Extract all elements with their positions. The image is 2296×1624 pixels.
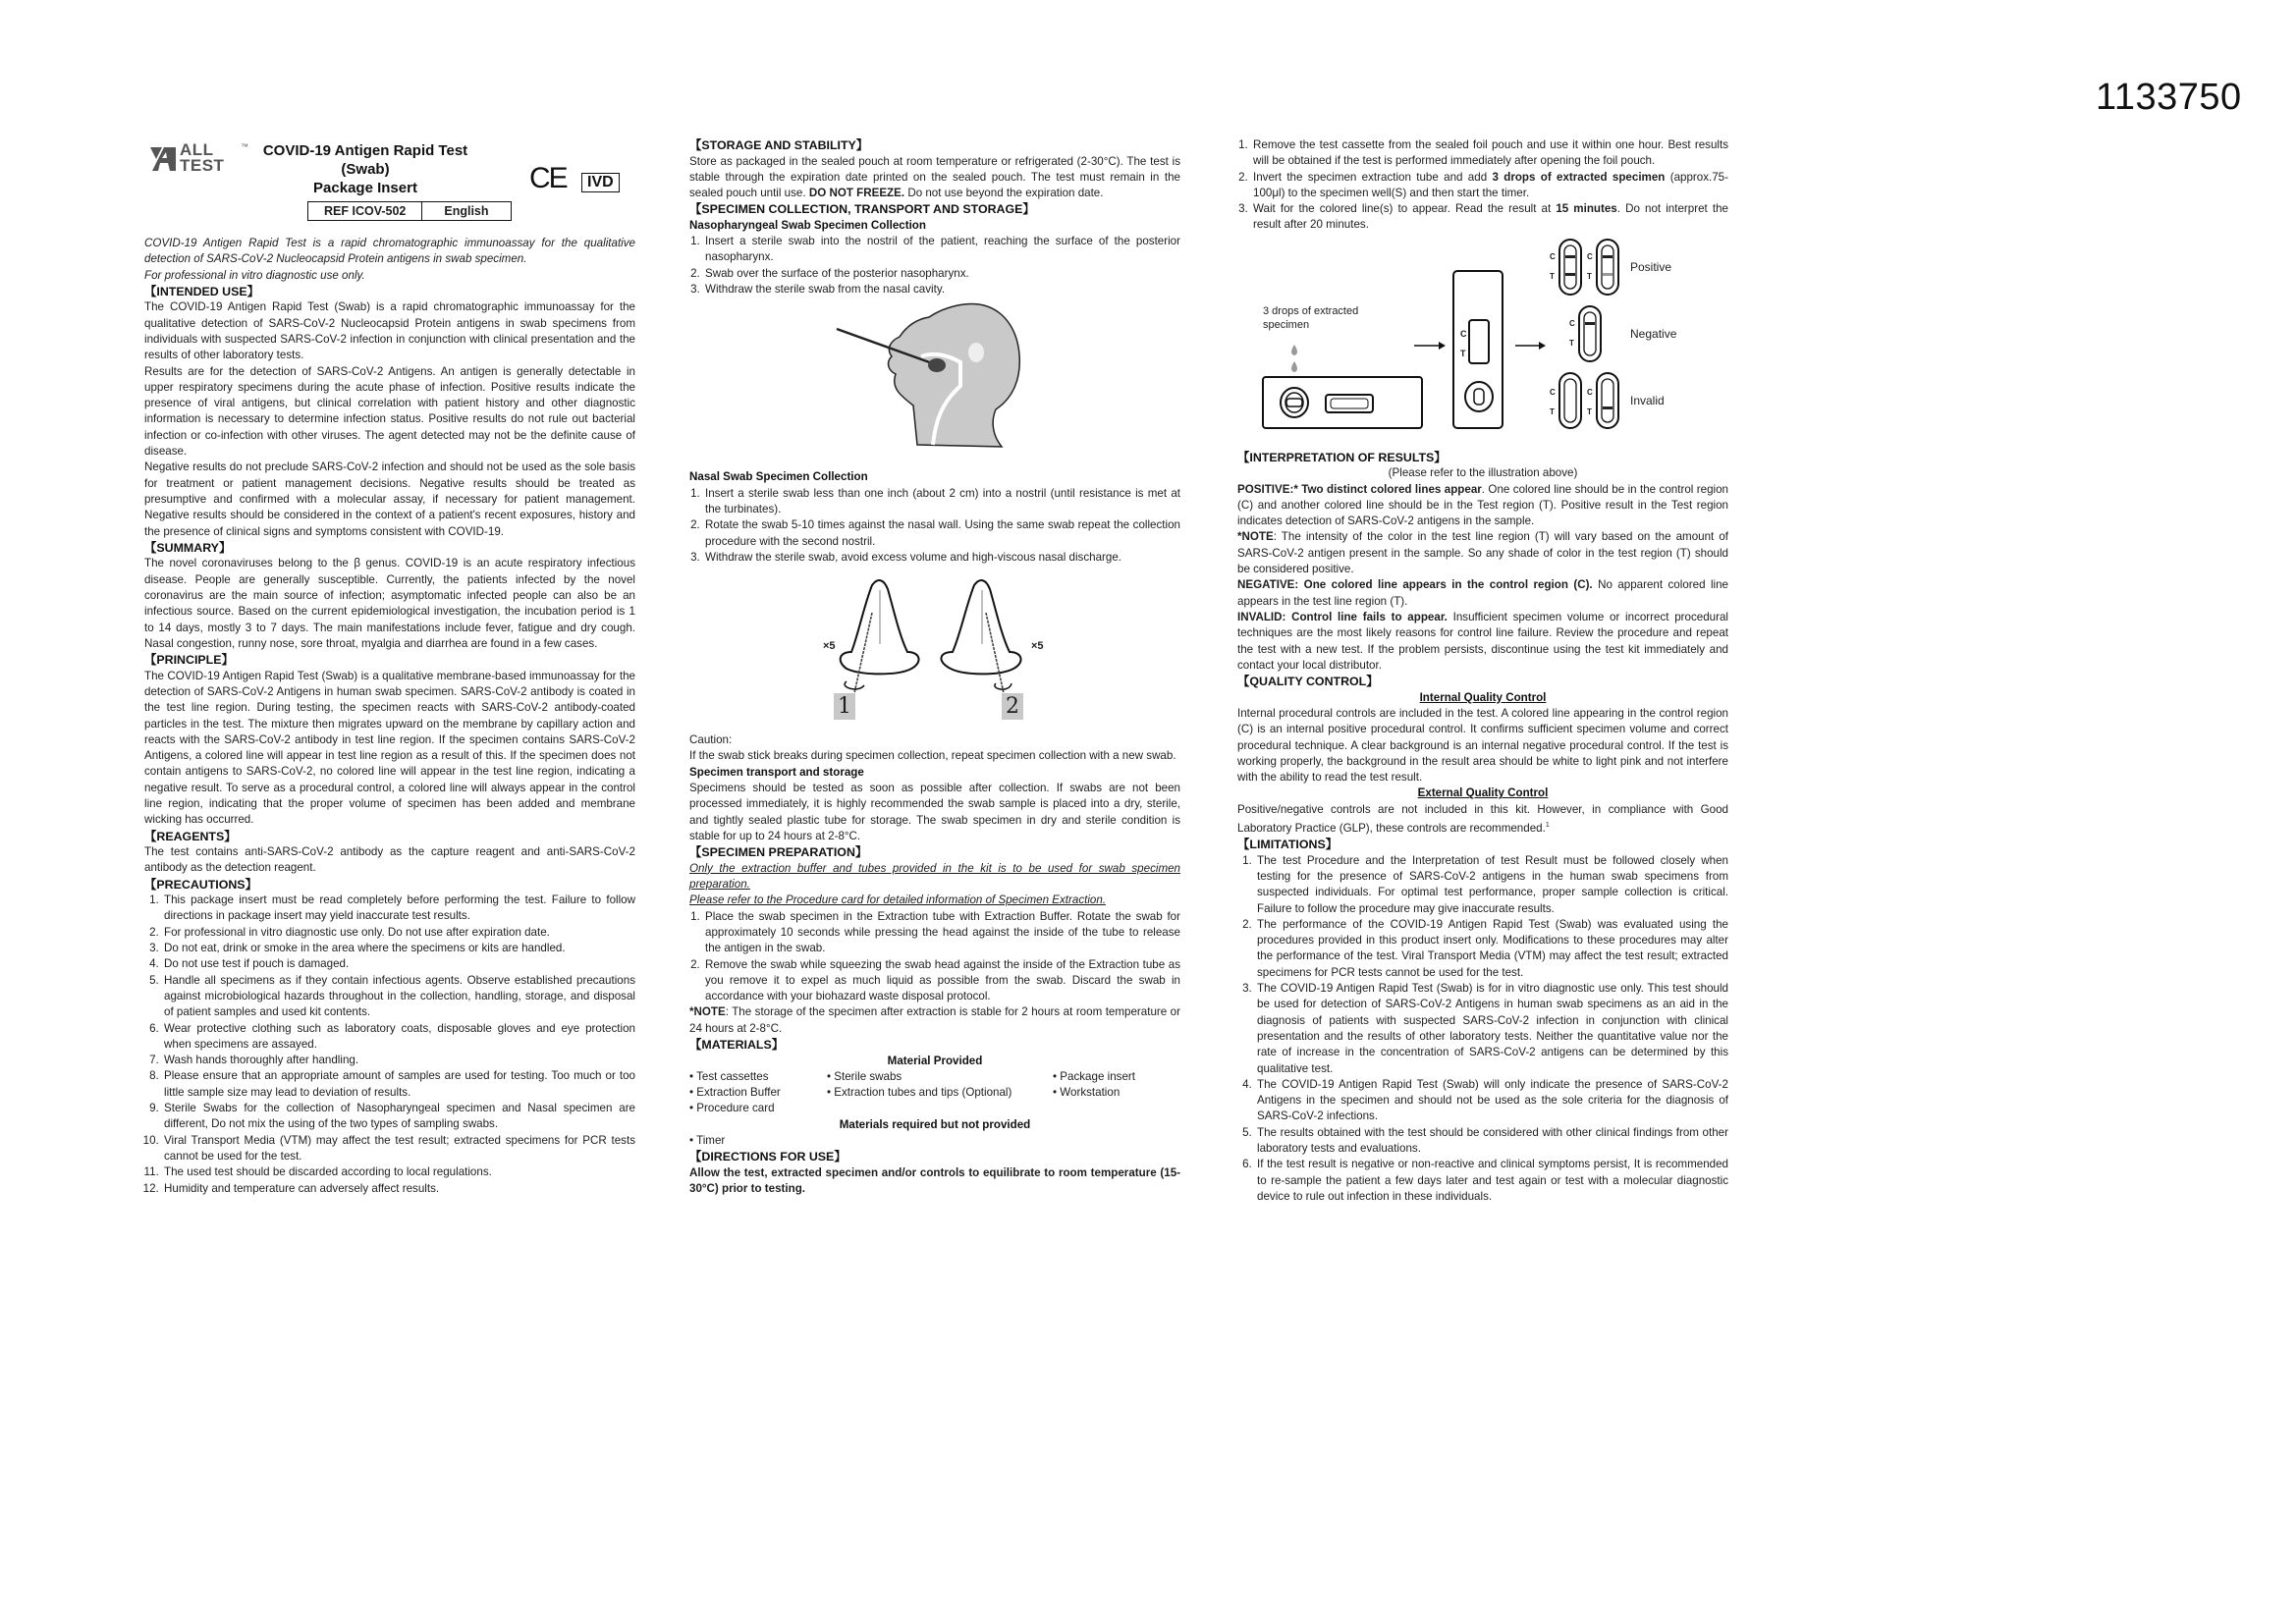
section-heading-materials: 【MATERIALS】	[689, 1038, 785, 1052]
internal-qc-text: Internal procedural controls are included in the test. A colored line appearing in the control region (C) is an internal positive procedural control. It confirms sufficient specimen volume and correct procedural technique. A clear background is an internal negative procedural control. If the test is working properly, the background in the result area should be white to light pink and not interfere with the ability to read the test result.	[1237, 706, 1728, 785]
pos1-c-label: C	[1550, 251, 1556, 261]
list-item: 5. Handle all specimens as if they contain infectious agents. Observe established precautions against microbiological hazards throughout in the collection, handling, storage, and disposal of patient samples and used kit contents.	[162, 973, 635, 1021]
step2-text-a: Invert the specimen extraction tube and add	[1253, 170, 1493, 184]
external-qc-text	[1237, 802, 1728, 837]
list-item: 12. Humidity and temperature can adversely affect results.	[162, 1181, 635, 1197]
inv1-t-label: T	[1550, 406, 1555, 416]
list-item: 10. Viral Transport Media (VTM) may affect the test result; extracted specimens for PCR tests cannot be used for the test.	[162, 1133, 635, 1165]
list-item: 11. The used test should be discarded according to local regulations.	[162, 1164, 635, 1180]
list-item: 3. Withdraw the sterile swab, avoid excess volume and high-viscous nasal discharge.	[703, 550, 1180, 566]
prep-steps	[689, 909, 1180, 1005]
material-item-timer: • Timer	[689, 1133, 726, 1147]
ref-number: REF ICOV-502	[324, 204, 407, 218]
nasopharyngeal-swab-illustration	[689, 298, 1180, 469]
document-title	[252, 141, 478, 197]
section-heading-quality-control: 【QUALITY CONTROL】	[1237, 675, 1379, 689]
directions-steps	[1237, 137, 1728, 234]
external-qc-title: External Quality Control	[1417, 786, 1549, 800]
intensity-note	[1237, 529, 1728, 577]
trademark: ™	[241, 142, 248, 151]
internal-qc-title: Internal Quality Control	[1419, 690, 1547, 704]
pos2-c-label: C	[1587, 251, 1593, 261]
list-item: 2. For professional in vitro diagnostic use only. Do not use after expiration date.	[162, 925, 635, 941]
caution-text: If the swab stick breaks during specimen collection, repeat specimen collection with a new swab.	[689, 749, 1176, 763]
material-item: • Procedure card	[689, 1102, 775, 1115]
list-item: 2. Rotate the swab 5-10 times against the nasal wall. Using the same swab repeat the collection procedure with the second nostril.	[703, 517, 1180, 550]
step3-text-b: . Do not interpret the result after 20 minutes.	[1253, 202, 1728, 232]
drops-label-2: specimen	[1263, 318, 1310, 331]
head-profile-swab-icon	[689, 298, 1180, 469]
step-2-badge: 2	[1002, 693, 1023, 720]
material-item: • Extraction Buffer	[689, 1086, 781, 1100]
material-item	[827, 1101, 1053, 1116]
insert-header	[144, 137, 635, 236]
list-item: 4. The COVID-19 Antigen Rapid Test (Swab) will only indicate the presence of SARS-CoV-2 Antigens in the specimen and should not be used as the sole criteria for the diagnosis of SARS-CoV-2 infections.	[1255, 1077, 1728, 1125]
positive-result-text	[1237, 482, 1728, 530]
nose-swab-icon-2	[689, 566, 1180, 732]
list-item: 1. The test Procedure and the Interpretation of test Result must be followed closely when testing for the presence of SARS-CoV-2 antigens in the human swab specimens from suspected individuals. For optimal test performance, proper sample collection is critical. Failure to follow the procedure may give inaccurate results.	[1255, 853, 1728, 917]
external-qc-desc: Positive/negative controls are not included in this kit. However, in compliance with Good Laboratory Practice (GLP), these controls are recommended.	[1237, 802, 1728, 835]
rotation-count-right: ×5	[1031, 640, 1044, 653]
reagents-text: The test contains anti-SARS-CoV-2 antibody as the capture reagent and anti-SARS-CoV-2 antibody as the detection reagent.	[144, 845, 635, 875]
list-item	[1251, 170, 1728, 202]
title-line-3: Package Insert	[313, 180, 417, 196]
list-item: 2. Remove the swab while squeezing the swab head against the inside of the Extraction tube as you remove it to expel as much liquid as possible from the swab. Discard the swab in accordance with your biohazard waste disposal protocol.	[703, 957, 1180, 1005]
drops-label-1: 3 drops of extracted	[1263, 304, 1359, 317]
section-heading-interpretation: 【INTERPRETATION OF RESULTS】	[1237, 450, 1447, 464]
title-line-2: (Swab)	[341, 161, 390, 178]
summary-text: The novel coronaviruses belong to the β genus. COVID-19 is an acute respiratory infectious disease. People are generally susceptible. Currently, the patients infected by the novel coronavirus are the main source of infection; asymptomatic infected people can also be an infectious source. Based on the current epidemiological investigation, the incubation period is 1 to 14 days, mostly 3 to 7 days. The main manifestations include fever, fatigue and dry cough. Nasal congestion, runny nose, sore throat, myalgia and diarrhea are found in a few cases.	[144, 557, 635, 650]
invalid-bold: INVALID: Control line fails to appear.	[1237, 610, 1448, 623]
list-item: 1. Place the swab specimen in the Extraction tube with Extraction Buffer. Rotate the swab for approximately 10 seconds while pressing the head against the inside of the tube to release the antigen in the swab.	[703, 909, 1180, 957]
limitations-list	[1237, 853, 1728, 1206]
list-item: 8. Please ensure that an appropriate amount of samples are used for testing. Too much or too little sample size may lead to deviation of results.	[162, 1068, 635, 1101]
list-item	[1251, 201, 1728, 234]
storage-text-a: Store as packaged in the sealed pouch at room temperature or refrigerated (2-30°C). The test is stable through the expiration date printed on the sealed pouch. The test must remain in the sealed pouch until use.	[689, 154, 1180, 200]
storage-text-b: Do not use beyond the expiration date.	[904, 187, 1104, 200]
invalid-desc: Insufficient specimen volume or incorrect procedural techniques are the most likely reasons for control line failure. Review the procedure and repeat the test with a new test. If the problem persists, discontinue using the test kit immediately and contact your local distributor.	[1237, 610, 1728, 672]
section-heading-directions: 【DIRECTIONS FOR USE】	[689, 1150, 847, 1164]
step2-bold: 3 drops of extracted specimen	[1492, 170, 1666, 184]
list-item: 9. Sterile Swabs for the collection of Nasopharyngeal specimen and Nasal specimen are different, Do not mix the using of the two types of sampling swabs.	[162, 1101, 635, 1133]
nasal-swab-steps	[689, 486, 1180, 566]
section-heading-storage: 【STORAGE AND STABILITY】	[689, 138, 869, 152]
cassette-t-label: T	[1460, 348, 1466, 358]
neg-t-label: T	[1569, 338, 1574, 348]
column-2	[689, 137, 1180, 1197]
material-item	[1053, 1101, 1180, 1116]
list-item: 1. Insert a sterile swab less than one inch (about 2 cm) into a nostril (until resistance is met at the turbinates).	[703, 486, 1180, 518]
principle-text: The COVID-19 Antigen Rapid Test (Swab) is a qualitative membrane-based immunoassay for the detection of SARS-CoV-2 Antigens in human swab specimen. SARS-CoV-2 antibody is coated in the test line region. During testing, the specimen reacts with SARS-CoV-2 antibody-coated particles in the test. The mixture then migrates upward on the membrane by capillary action and reacts with the SARS-CoV-2 antibody in test line region. If the specimen contains SARS-CoV-2 Antigens, a colored line will appear in test line region as a result of this. If the specimen does not contain antigens to SARS-CoV-2, no colored line will appear in the test line region, indicating a negative result. To serve as a procedural control, a colored line will always appear in the control line region, indicating that the proper volume of specimen has been added and membrane wicking has occurred.	[144, 669, 635, 827]
section-heading-principle: 【PRINCIPLE】	[144, 653, 234, 668]
logo-text	[180, 142, 224, 174]
directions-intro: Allow the test, extracted specimen and/or controls to equilibrate to room temperature (15-30°C) prior to testing.	[689, 1165, 1180, 1196]
list-item: 1. This package insert must be read completely before performing the test. Failure to follow directions in package insert may yield inaccurate test results.	[162, 893, 635, 925]
list-item: 3. Withdraw the sterile swab from the nasal cavity.	[703, 282, 1180, 298]
note-text: : The storage of the specimen after extraction is stable for 2 hours at room temperature or 24 hours at 2-8°C.	[689, 1005, 1180, 1035]
cassette-c-label: C	[1460, 328, 1467, 339]
pos2-t-label: T	[1587, 271, 1592, 281]
list-item: 1. Remove the test cassette from the sealed foil pouch and use it within one hour. Best results will be obtained if the test is performed immediately after opening the foil pouch.	[1251, 137, 1728, 170]
list-item: 2. The performance of the COVID-19 Antigen Rapid Test (Swab) was evaluated using the procedures provided in this product insert only. Modifications to these procedures may alter the performance of the test. Viral Transport Media (VTM) may affect the test result; extracted specimens for PCR tests cannot be used for the test.	[1255, 917, 1728, 981]
column-3	[1237, 137, 1728, 1205]
result-illustration	[1237, 234, 1728, 450]
list-item: 3. The COVID-19 Antigen Rapid Test (Swab) is for in vitro diagnostic use only. This test should be used for detection of SARS-CoV-2 Antigens in human swab specimens as an aid in the diagnosis of patients with suspected SARS-CoV-2 infection in conjunction with clinical presentation and the results of other laboratory tests. Neither the quantitative value nor the rate of increase in the concentration of SARS-CoV-2 antigens can be determined by this qualitative test.	[1255, 981, 1728, 1077]
list-item: 6. If the test result is negative or non-reactive and clinical symptoms persist, It is recommended to re-sample the patient a few days later and test again or test with a molecular diagnostic device to rule out infection in these individuals.	[1255, 1157, 1728, 1205]
section-heading-summary: 【SUMMARY】	[144, 540, 232, 555]
list-item: 4. Do not use test if pouch is damaged.	[162, 956, 635, 972]
drops-label	[1263, 304, 1358, 332]
ce-mark-icon: CE	[529, 162, 567, 194]
material-item: • Workstation	[1053, 1086, 1121, 1100]
do-not-freeze: DO NOT FREEZE.	[808, 187, 905, 200]
list-item: 2. Swab over the surface of the posterior nasopharynx.	[703, 266, 1180, 282]
negative-label: Negative	[1630, 326, 1677, 341]
rotation-count-left: ×5	[823, 640, 836, 653]
step2-text-b: (approx.75-100μl) to the specimen well(S) and then start the timer.	[1253, 170, 1728, 199]
section-heading-specimen-prep: 【SPECIMEN PREPARATION】	[689, 845, 868, 860]
inv1-c-label: C	[1550, 387, 1556, 397]
prep-note-1: Only the extraction buffer and tubes provided in the kit is to be used for swab specimen preparation.	[689, 861, 1180, 892]
note-desc: : The intensity of the color in the test line region (T) will vary based on the amount of SARS-CoV-2 antigen present in the sample. So any shade of color in the test region (T) should be considered positive.	[1237, 530, 1728, 576]
logo-line-1: ALL	[180, 140, 214, 159]
list-item: 7. Wash hands thoroughly after handling.	[162, 1053, 635, 1068]
footnote-ref: 1	[1545, 822, 1550, 830]
section-heading-intended-use: 【INTENDED USE】	[144, 284, 260, 298]
np-swab-title: Nasopharyngeal Swab Specimen Collection	[689, 218, 926, 232]
precautions-list	[144, 893, 635, 1197]
prep-storage-note	[689, 1004, 1180, 1037]
materials-provided-grid	[689, 1069, 1180, 1117]
prep-note-2: Please refer to the Procedure card for detailed information of Specimen Extraction.	[689, 893, 1107, 907]
inv2-c-label: C	[1587, 387, 1593, 397]
intended-use-p3: Negative results do not preclude SARS-CoV-2 infection and should not be used as the sole basis for treatment or patient management decisions. Negative results should be treated as presumptive and confirmed with a molecular assay, if necessary for patient management. Negative results should be considered in the context of a patient's recent exposures, history and the presence of clinical signs and symptoms consistent with COVID-19.	[144, 460, 635, 538]
invalid-result-text	[1237, 610, 1728, 674]
material-item: • Package insert	[1053, 1069, 1135, 1083]
ivd-mark: IVD	[581, 173, 620, 192]
document-number: 1133750	[2096, 77, 2242, 118]
material-item: • Sterile swabs	[827, 1069, 902, 1083]
positive-desc: . One colored line should be in the control region (C) and another colored line should be in the Test region (T). Positive result in the Test region indicates detection of SARS-CoV-2 antigens in the sample.	[1237, 482, 1728, 528]
positive-bold: POSITIVE:* Two distinct colored lines appear	[1237, 482, 1482, 496]
materials-provided-title: Material Provided	[887, 1054, 983, 1067]
section-heading-specimen-collection: 【SPECIMEN COLLECTION, TRANSPORT AND STORAGE】	[689, 202, 1035, 217]
neg-c-label: C	[1569, 318, 1575, 328]
alltest-logo	[150, 140, 248, 179]
note-label: *NOTE	[689, 1005, 726, 1019]
negative-desc: No apparent colored line appears in the test line region (T).	[1237, 578, 1729, 608]
column-1	[144, 137, 635, 1197]
nasal-swab-title: Nasal Swab Specimen Collection	[689, 470, 868, 484]
logo-line-2: TEST	[180, 156, 225, 175]
caution-label: Caution:	[689, 733, 733, 747]
nasal-swab-illustration	[689, 566, 1180, 732]
ref-box	[307, 201, 512, 221]
title-line-1: COVID-19 Antigen Rapid Test	[262, 142, 468, 159]
transport-text: Specimens should be tested as soon as possible after collection. If swabs are not been processed immediately, it is highly recommended the swab sample is placed into a dry, sterile, and tightly sealed plastic tube for storage. The swab specimen in dry and sterile condition is stable for up to 24 hours at 2-8°C.	[689, 782, 1180, 842]
step-1-badge: 1	[834, 693, 855, 720]
materials-not-provided-title: Materials required but not provided	[839, 1117, 1031, 1131]
list-item: 5. The results obtained with the test should be considered with other clinical findings from other laboratory tests and evaluations.	[1255, 1125, 1728, 1158]
intro-text: COVID-19 Antigen Rapid Test is a rapid chromatographic immunoassay for the qualitative detection of SARS-CoV-2 Nucleocapsid Protein antigens in swab specimen.	[144, 237, 635, 266]
negative-bold: NEGATIVE: One colored line appears in the control region (C).	[1237, 578, 1593, 592]
inv2-t-label: T	[1587, 406, 1592, 416]
negative-result-text	[1237, 577, 1728, 610]
positive-label: Positive	[1630, 259, 1672, 274]
section-heading-reagents: 【REAGENTS】	[144, 829, 237, 843]
material-item: • Extraction tubes and tips (Optional)	[827, 1086, 1012, 1100]
transport-title: Specimen transport and storage	[689, 765, 864, 779]
section-heading-limitations: 【LIMITATIONS】	[1237, 838, 1339, 852]
section-heading-precautions: 【PRECAUTIONS】	[144, 877, 257, 892]
intended-use-p1: The COVID-19 Antigen Rapid Test (Swab) is a rapid chromatographic immunoassay for the qualitative detection of SARS-CoV-2 Nucleocapsid Protein antigens in swab specimens from individuals with suspected SARS-CoV-2 infection in conjunction with clinical presentation and the results of other laboratory tests.	[144, 300, 635, 362]
pos1-t-label: T	[1550, 271, 1555, 281]
material-item: • Test cassettes	[689, 1069, 769, 1083]
list-item: 1. Insert a sterile swab into the nostril of the patient, reaching the surface of the posterior nasopharynx.	[703, 234, 1180, 266]
list-item: 6. Wear protective clothing such as laboratory coats, disposable gloves and eye protection when specimens are assayed.	[162, 1021, 635, 1054]
logo-a-icon	[150, 143, 180, 173]
invalid-label: Invalid	[1630, 393, 1665, 407]
note-bold: *NOTE	[1237, 530, 1274, 544]
intended-use-p2: Results are for the detection of SARS-CoV-2 Antigens. An antigen is generally detectable in upper respiratory specimens during the acute phase of infection. Positive results indicate the presence of viral antigens, but clinical correlation with patient history and other diagnostic information is necessary to determine infection status. Positive results do not rule out bacterial infection or co-infection with other viruses. The agent detected may not be the definite cause of disease.	[144, 364, 635, 459]
professional-use-note: For professional in vitro diagnostic use only.	[144, 268, 365, 282]
interpretation-refer: (Please refer to the illustration above)	[1388, 466, 1578, 480]
storage-text	[689, 154, 1180, 202]
list-item: 3. Do not eat, drink or smoke in the area where the specimens or kits are handled.	[162, 941, 635, 956]
step3-text-a: Wait for the colored line(s) to appear. Read the result at	[1253, 202, 1557, 216]
step3-bold: 15 minutes	[1556, 202, 1617, 216]
language-label: English	[421, 202, 510, 220]
np-swab-steps	[689, 234, 1180, 298]
